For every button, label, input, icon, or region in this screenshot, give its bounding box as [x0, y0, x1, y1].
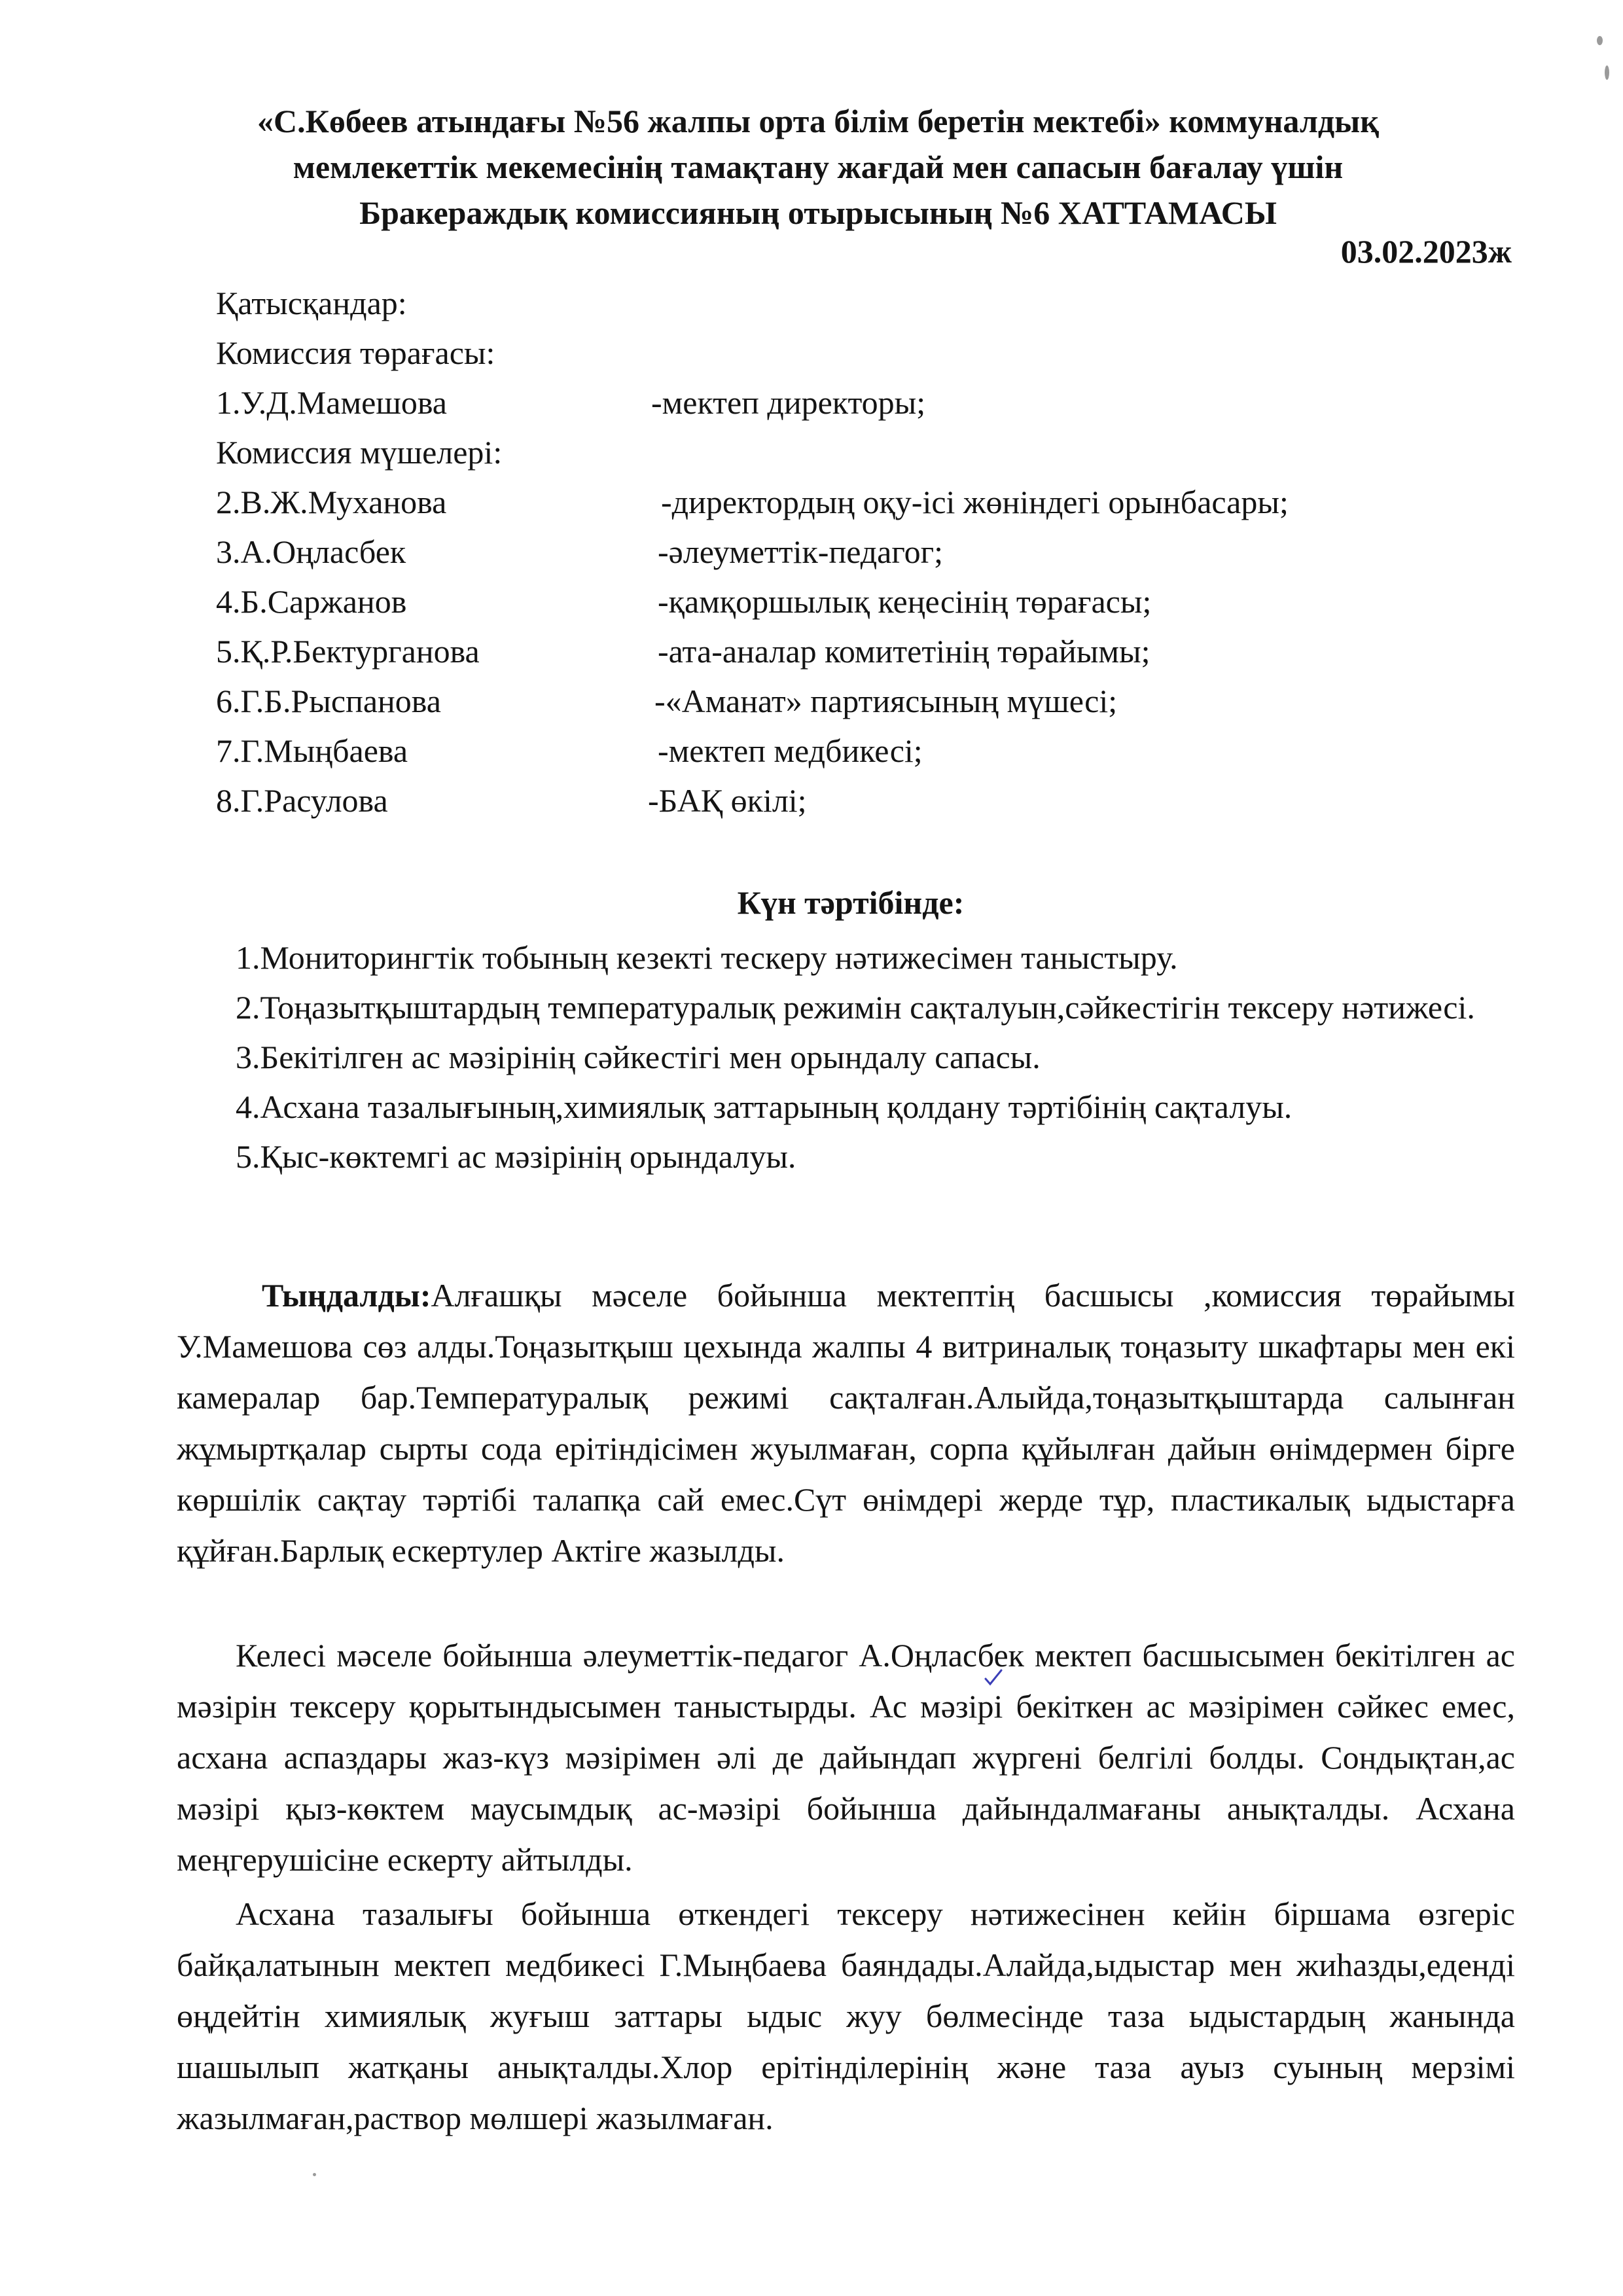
chair-heading: Комиссия төрағасы: — [216, 334, 495, 371]
member-row — [216, 726, 1492, 776]
agenda-item: 4.Асхана тазалығының,химиялық заттарының қолдану тәртібінің сақталуы. — [236, 1088, 1293, 1125]
participant-role: -әлеуметтік-педагог; — [658, 533, 944, 570]
agenda-item: 5.Қыс-көктемгі ас мәзірінің орындалуы. — [236, 1138, 796, 1175]
participant-role: -мектеп медбикесі; — [658, 732, 923, 769]
participant-role: -қамқоршылық кеңесінің төрағасы; — [658, 583, 1152, 620]
participant-role: -«Аманат» партиясының мүшесі; — [654, 683, 1118, 719]
minutes-body — [177, 1630, 1515, 1885]
members-heading: Комиссия мүшелері: — [216, 434, 503, 471]
member-row — [216, 577, 1492, 626]
heard-label: Тыңдалды: — [262, 1277, 431, 1314]
participant-name: 5.Қ.Р.Бектурганова — [216, 633, 480, 670]
chair-row — [216, 378, 1492, 427]
document-header — [131, 98, 1505, 236]
minutes-paragraph-3: Асхана тазалығы бойынша өткендегі тексеру нәтижесінен кейін біршама өзгеріс байқалатынын мектеп медбикесі Г.Мыңбаева баяндады.Алайда,ыдыстар мен жиһазды,еденді өңдейтін химиялық жуғыш заттары ыдыс жуу бөлмесінде таза ыдыстардың жанында шашылып жатқаны анықталды.Хлор ерітінділерінің және таза ауыз суының мерзімі жазылмаған,раствор мөлшері жазылмаған. — [177, 1895, 1515, 2136]
member-row — [216, 477, 1492, 527]
agenda-list — [177, 933, 1515, 1181]
participant-role: -мектеп директоры; — [651, 384, 926, 421]
scan-speck — [313, 2173, 316, 2176]
agenda-item: 3.Бекітілген ас мәзірінің сәйкестігі мен орындалу сапасы. — [236, 1039, 1041, 1075]
minutes-body — [177, 1888, 1515, 2144]
participant-name: 8.Г.Расулова — [216, 782, 388, 819]
participant-role: -директордың оқу-ісі жөніндегі орынбасары; — [661, 484, 1289, 520]
agenda-item: 2.Тоңазытқыштардың температуралық режимін сақталуын,сәйкестігін тексеру нәтижесі. — [236, 989, 1475, 1026]
minutes-body — [177, 1270, 1515, 1576]
participant-role: -БАҚ өкілі; — [648, 782, 807, 819]
participant-name: 3.А.Оңласбек — [216, 533, 406, 570]
participant-name: 1.У.Д.Мамешова — [216, 384, 447, 421]
scan-speck — [1597, 36, 1603, 45]
member-row — [216, 626, 1492, 676]
participant-name: 6.Г.Б.Рыспанова — [216, 683, 441, 719]
minutes-paragraph-1 — [177, 1270, 1515, 1576]
participants-intro: Қатысқандар: — [216, 285, 407, 321]
member-row — [216, 776, 1492, 825]
participant-name: 7.Г.Мыңбаева — [216, 732, 408, 769]
member-row — [216, 527, 1492, 577]
pen-check-mark — [984, 1668, 1003, 1687]
header-line-3: Бракераждық комиссияның отырысының №6 ХАТТАМАСЫ — [359, 194, 1277, 231]
paragraph-text: Алғашқы мәселе бойынша мектептің басшысы ,комиссия төрайымы У.Мамешова сөз алды.Тоңазытқыш цехында жалпы 4 витриналық тоңазыту шкафтары мен екі камералар бар.Температуралық режимі сақталған.Алыйда,тоңазытқыштарда салынған жұмыртқалар сырты сода ерітіндісімен жуылмаған, сорпа құйылған дайын өнімдермен бірге көршілік сақтау тәртібі талапқа сай емес.Сүт өнімдері жерде тұр, пластикалық ыдыстарға құйған.Барлық ескертулер Актіге жазылды. — [177, 1277, 1515, 1569]
header-line-2: мемлекеттік мекемесінің тамақтану жағдай мен сапасын бағалау үшін — [293, 149, 1344, 185]
participant-name: 2.В.Ж.Муханова — [216, 484, 447, 520]
agenda-title: Күн тәртібінде: — [737, 884, 965, 921]
participants-list — [216, 278, 1492, 825]
scan-speck — [1605, 65, 1609, 80]
minutes-paragraph-2: Келесі мәселе бойынша әлеуметтік-педагог А.Оңласбек мектеп басшысымен бекітілген ас мәзірін тексеру қорытындысымен таныстырды. Ас мәзірі бекіткен ас мәзірімен сәйкес емес, асхана аспаздары жаз-күз мәзірімен әлі де дайындап жүргені белгілі болды. Сондықтан,ас мәзірі қыз-көктем маусымдық ас-мәзірі бойынша дайындалмағаны анықталды. Асхана меңгерушісіне ескерту айтылды. — [177, 1637, 1515, 1878]
member-row — [216, 676, 1492, 726]
header-line-1: «С.Көбеев атындағы №56 жалпы орта білім беретін мектебі» коммуналдық — [257, 103, 1380, 139]
agenda-item: 1.Мониторингтік тобының кезекті тескеру нәтижесімен таныстыру. — [236, 939, 1178, 976]
document-date: 03.02.2023ж — [1340, 233, 1512, 270]
participant-role: -ата-аналар комитетінің төрайымы; — [658, 633, 1150, 670]
participant-name: 4.Б.Саржанов — [216, 583, 407, 620]
